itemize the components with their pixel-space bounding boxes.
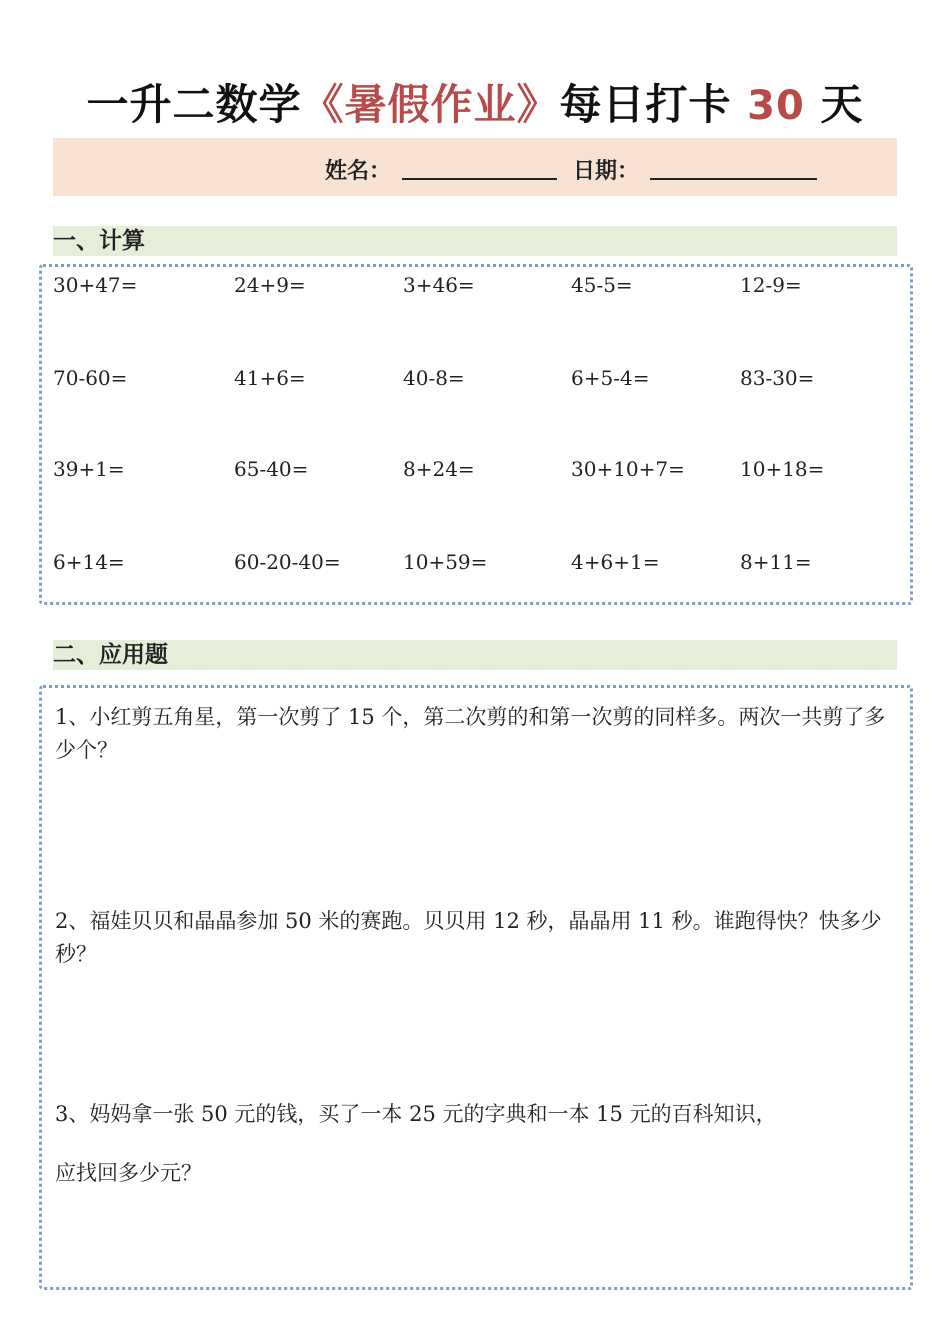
calc-item: 83-30= [740,366,815,390]
calc-item: 41+6= [234,366,306,390]
info-band [53,138,897,196]
calc-item: 10+59= [403,550,488,574]
calc-item: 65-40= [234,457,309,481]
calc-item: 3+46= [403,273,475,297]
calc-item: 70-60= [53,366,128,390]
calc-item: 4+6+1= [571,550,660,574]
word-problem-1: 1、小红剪五角星，第一次剪了 15 个，第二次剪的和第一次剪的同样多。两次一共剪了多少个？ [55,705,886,762]
calc-item: 24+9= [234,273,306,297]
calc-item: 12-9= [740,273,802,297]
date-field[interactable] [650,178,817,180]
date-label: 日期： [573,159,640,184]
calc-item: 6+14= [53,550,125,574]
title-suffix: 天 [820,80,864,129]
calc-item: 40-8= [403,366,465,390]
calc-item: 8+11= [740,550,812,574]
calc-item: 30+47= [53,273,138,297]
title-prefix: 一升二数学 [86,80,302,129]
name-field[interactable] [402,178,557,180]
calc-item: 8+24= [403,457,475,481]
word-problems-box [39,685,913,1290]
calc-item: 6+5-4= [571,366,650,390]
word-problem-3-continued: 应找回多少元？ [55,1161,202,1185]
title-middle: 每日打卡 [559,80,732,129]
page-title [0,72,950,132]
section-heading-calculation: 一、计算 [53,226,897,256]
calc-item: 30+10+7= [571,457,685,481]
name-label: 姓名： [325,159,392,184]
section-heading-word-problems: 二、应用题 [53,640,897,670]
title-day-number: 30 [747,83,805,129]
calc-item: 45-5= [571,273,633,297]
calc-item: 39+1= [53,457,125,481]
word-problem-3: 3、妈妈拿一张 50 元的钱，买了一本 25 元的字典和一本 15 元的百科知识， [55,1102,777,1126]
title-highlight: 《暑假作业》 [301,80,560,129]
word-problem-2: 2、福娃贝贝和晶晶参加 50 米的赛跑。贝贝用 12 秒，晶晶用 11 秒。谁跑得快？快多少秒？ [55,909,882,966]
calc-item: 60-20-40= [234,550,341,574]
calc-item: 10+18= [740,457,825,481]
